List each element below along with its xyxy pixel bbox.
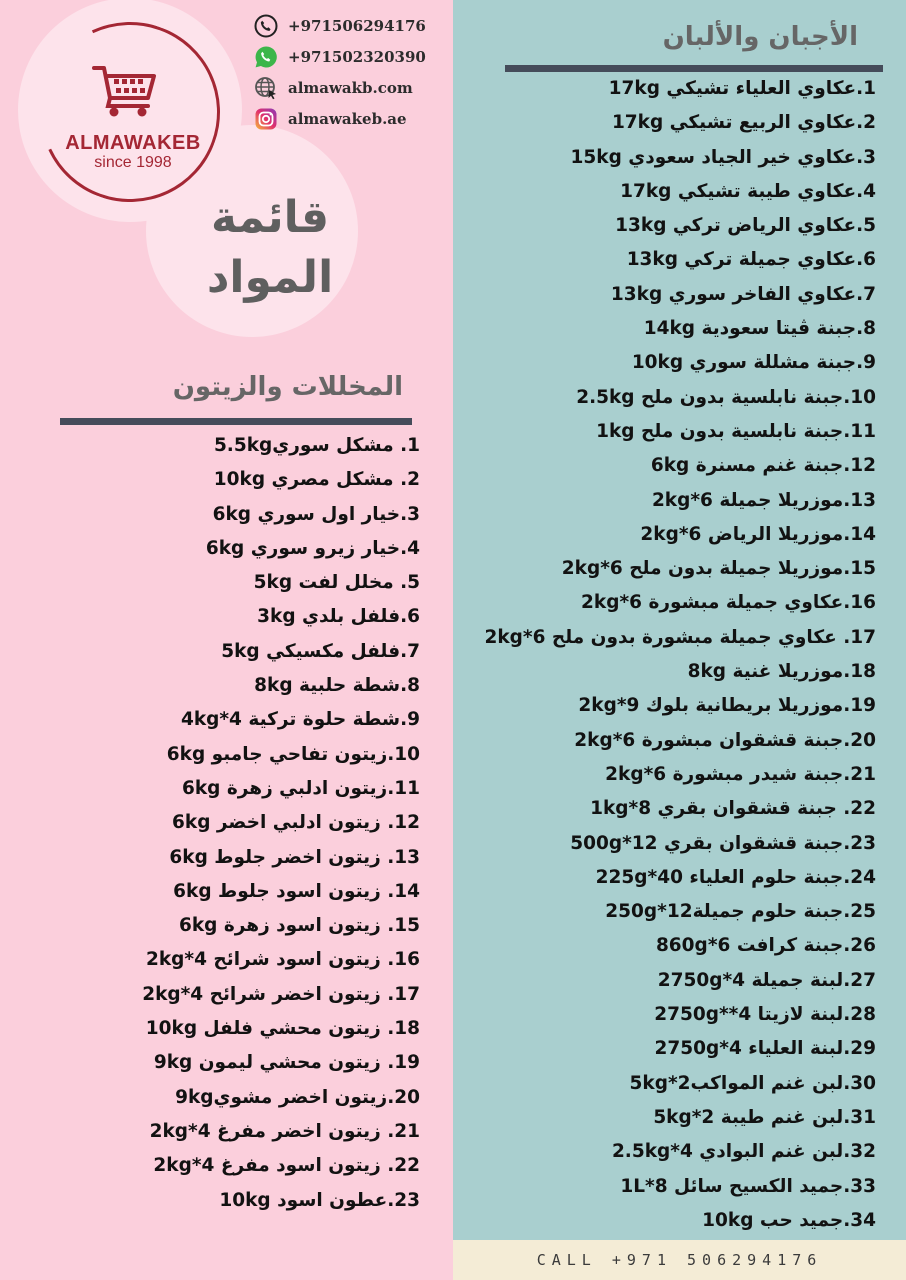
list-item: 26.جبنة كرافت 6*860g: [655, 935, 876, 957]
list-item: 22. جبنة قشقوان بقري 8*1kg: [590, 798, 876, 820]
list-item: 17. زيتون اخضر شرائح 2kg*4: [142, 983, 420, 1005]
list-item: 31.لبن غنم طيبة 2*5kg: [653, 1106, 876, 1128]
list-item: 17. عكاوي جميلة مبشورة بدون ملح 6*2kg: [484, 626, 876, 648]
list-item: 10.جبنة نابلسية بدون ملح 2.5kg: [576, 386, 876, 408]
list-item: 7.فلفل مكسيكي 5kg: [221, 640, 420, 662]
list-item: 19. زيتون محشي ليمون 9kg: [153, 1052, 420, 1074]
list-item: 13. زيتون اخضر جلوط 6kg: [169, 846, 420, 868]
phone-icon: [254, 14, 278, 38]
list-item: 24.جبنة حلوم العلياء 40*225g: [595, 866, 876, 888]
list-item: 12.جبنة غنم مسنرة 6kg: [650, 455, 876, 477]
brand-since: since 1998: [94, 154, 172, 171]
list-item: 20.جبنة قشقوان مبشورة 6*2kg: [574, 729, 876, 751]
contact-phone[interactable]: [254, 10, 449, 41]
list-item: 14. زيتون اسود جلوط 6kg: [173, 880, 420, 902]
cheese-divider: [505, 65, 883, 72]
list-item: 3.خيار اول سوري 6kg: [212, 503, 420, 525]
list-item: 20.زيتون اخضر مشوي9kg: [175, 1086, 420, 1108]
list-item: 6.فلفل بلدي 3kg: [257, 606, 420, 628]
list-item: 16.عكاوي جميلة مبشورة 6*2kg: [581, 592, 876, 614]
list-item: 4.خيار زيرو سوري 6kg: [205, 537, 420, 559]
contact-website[interactable]: [254, 72, 449, 103]
list-item: 9.جبنة مشللة سوري 10kg: [631, 352, 876, 374]
list-item: 16. زيتون اسود شرائح 2kg*4: [146, 949, 420, 971]
pickles-heading: المخللات والزيتون: [172, 372, 403, 402]
instagram-icon: [254, 107, 278, 131]
whatsapp-icon: [254, 45, 278, 69]
list-item: 18. زيتون محشي فلفل 10kg: [145, 1018, 420, 1040]
pickles-list: [142, 429, 420, 1218]
list-item: 3.عكاوي خير الجياد سعودي 15kg: [570, 146, 876, 168]
list-item: 22. زيتون اسود مفرغ 2kg*4: [153, 1155, 420, 1177]
list-item: 1. مشكل سوري5.5kg: [213, 435, 420, 456]
shopping-cart-icon: [92, 62, 158, 118]
globe-icon: [254, 76, 278, 100]
list-item: 6.عكاوي جميلة تركي 13kg: [626, 249, 876, 271]
contact-instagram[interactable]: [254, 103, 449, 134]
list-item: 8.جبنة ڤيتا سعودية 14kg: [643, 318, 876, 340]
list-item: 9.شطة حلوة تركية 4kg*4: [180, 709, 420, 731]
list-item: 13.موزريلا جميلة 6*2kg: [651, 489, 876, 511]
list-item: 19.موزريلا بريطانية بلوك 9*2kg: [578, 695, 876, 717]
list-item: 32.لبن غنم البوادي 4*2.5kg: [611, 1141, 876, 1163]
list-item: 11.جبنة نابلسية بدون ملح 1kg: [596, 420, 876, 442]
footer-call-text: CALL +971 506294176: [536, 1251, 823, 1269]
page-title: [150, 188, 390, 308]
whatsapp-number: +971502320390: [288, 47, 426, 66]
contact-whatsapp[interactable]: [254, 41, 449, 72]
list-item: 21. زيتون اخضر مفرغ 2kg*4: [149, 1120, 420, 1142]
list-item: 29.لبنة العلياء 4*2750g: [654, 1038, 876, 1060]
list-item: 5. مخلل لفت 5kg: [253, 572, 420, 594]
list-item: 18.موزريلا غنية 8kg: [687, 661, 876, 683]
pickles-divider: [60, 418, 412, 425]
list-item: 15. زيتون اسود زهرة 6kg: [178, 915, 420, 937]
list-item: 11.زيتون ادلبي زهرة 6kg: [181, 777, 420, 799]
list-item: 33.جميد الكسيح سائل 8*1L: [620, 1175, 876, 1197]
cheese-list: [484, 72, 876, 1238]
list-item: 1.عكاوي العلياء تشيكي 17kg: [608, 78, 876, 99]
list-item: 21.جبنة شيدر مبشورة 6*2kg: [605, 763, 876, 785]
list-item: 14.موزريلا الرياض 6*2kg: [640, 523, 876, 545]
list-item: 7.عكاوي الفاخر سوري 13kg: [610, 283, 876, 305]
list-item: 23.جبنة قشقوان بقري 12*500g: [570, 832, 876, 854]
footer-call-bar[interactable]: [453, 1240, 906, 1280]
contact-list: [254, 10, 449, 134]
list-item: 4.عكاوي طيبة تشيكي 17kg: [620, 180, 876, 202]
list-item: 2.عكاوي الربيع تشيكي 17kg: [611, 112, 876, 134]
list-item: 27.لبنة جميلة 4*2750g: [657, 969, 876, 991]
title-line-2: المواد: [206, 252, 334, 303]
list-item: 8.شطة حلبية 8kg: [254, 675, 420, 697]
brand-name: ALMAWAKEB: [65, 132, 201, 154]
list-item: 28.لبنة لازيتا 4**2750g: [654, 1004, 876, 1026]
cheese-heading: الأجبان والألبان: [662, 22, 858, 52]
instagram-handle: almawakeb.ae: [288, 109, 407, 128]
list-item: 15.موزريلا جميلة بدون ملح 6*2kg: [561, 558, 876, 580]
list-item: 10.زيتون تفاحي جامبو 6kg: [166, 743, 420, 765]
title-line-1: قائمة: [210, 192, 330, 243]
list-item: 12. زيتون ادلبي اخضر 6kg: [172, 812, 420, 834]
list-item: 5.عكاوي الرياض تركي 13kg: [615, 215, 876, 237]
website-url: almawakb.com: [288, 78, 413, 97]
list-item: 23.عطون اسود 10kg: [219, 1189, 420, 1211]
list-item: 25.جبنة حلوم جميلة12*250g: [605, 901, 876, 923]
list-item: 34.جميد حب 10kg: [702, 1209, 876, 1231]
list-item: 30.لبن غنم المواكب2*5kg: [629, 1072, 876, 1094]
list-item: 2. مشكل مصري 10kg: [213, 469, 420, 491]
phone-number: +971506294176: [288, 16, 426, 35]
